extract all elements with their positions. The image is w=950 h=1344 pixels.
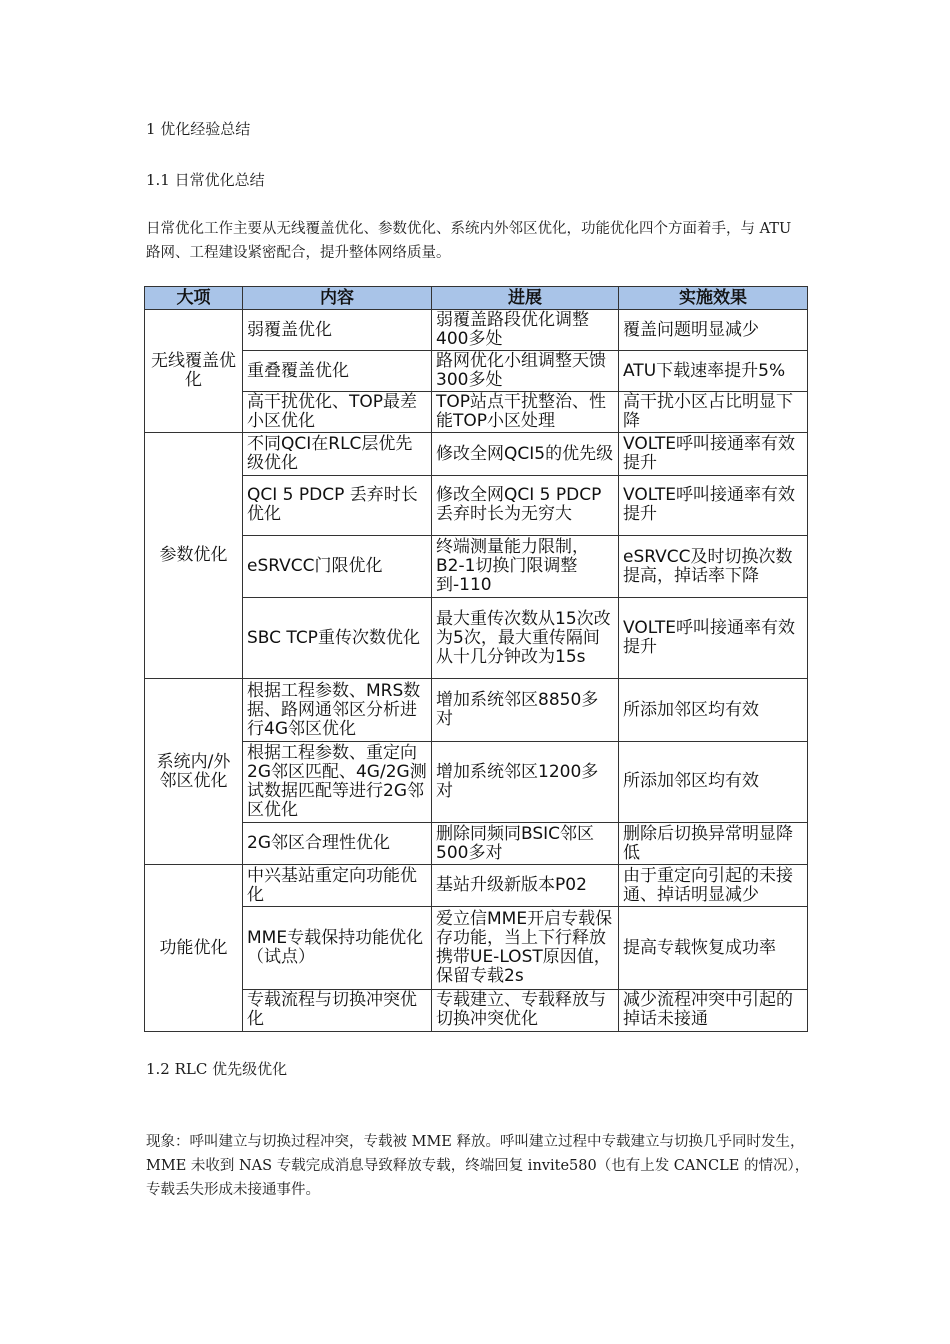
content-cell: 重叠覆盖优化 [243,351,432,392]
content-cell: 高干扰优化、TOP最差小区优化 [243,392,432,433]
header-effect: 实施效果 [619,287,808,310]
effect-cell: 由于重定向引起的未接通、掉话明显减少 [619,865,808,907]
table-row [145,598,808,679]
table-row [145,741,808,822]
effect-cell: eSRVCC及时切换次数提高，掉话率下降 [619,535,808,597]
section-heading-1-2: 1.2 RLC 优先级优化 [146,1060,288,1078]
progress-cell: 增加系统邻区8850多对 [432,679,619,741]
optimization-summary-table [144,286,807,1032]
phenomenon-paragraph: 现象：呼叫建立与切换过程冲突，专载被 MME 释放。呼叫建立过程中专载建立与切换几乎同时发生，MME 未收到 NAS 专载完成消息导致释放专载，终端回复 invite580（也有上发 CANCLE 的情况），专载丢失形成未接通事件。 [146,1134,810,1198]
progress-cell: 最大重传次数从15次改为5次，最大重传隔间从十几分钟改为15s [432,598,619,679]
progress-cell: TOP站点干扰整治、性能TOP小区处理 [432,392,619,433]
table-row [145,823,808,865]
effect-cell: 覆盖问题明显减少 [619,310,808,351]
category-cell: 参数优化 [145,433,243,679]
progress-cell: 弱覆盖路段优化调整400多处 [432,310,619,351]
table-row [145,907,808,989]
effect-cell: 所添加邻区均有效 [619,679,808,741]
table-row [145,475,808,535]
effect-cell: 高干扰小区占比明显下降 [619,392,808,433]
content-cell: MME专载保持功能优化（试点） [243,907,432,989]
effect-cell: ATU下载速率提升5% [619,351,808,392]
table-row [145,989,808,1031]
content-cell: 根据工程参数、MRS数据、路网通邻区分析进行4G邻区优化 [243,679,432,741]
section-heading-1-1: 1.1 日常优化总结 [146,171,265,189]
table-row [145,310,808,351]
header-category: 大项 [145,287,243,310]
effect-cell: VOLTE呼叫接通率有效提升 [619,433,808,475]
table-row [145,433,808,475]
table-row [145,679,808,741]
progress-cell: 爱立信MME开启专载保存功能，当上下行释放携带UE-LOST原因值，保留专载2s [432,907,619,989]
progress-cell: 删除同频同BSIC邻区500多对 [432,823,619,865]
content-cell: QCI 5 PDCP 丢弃时长优化 [243,475,432,535]
effect-cell: 减少流程冲突中引起的掉话未接通 [619,989,808,1031]
progress-cell: 路网优化小组调整天馈300多处 [432,351,619,392]
progress-cell: 专载建立、专载释放与切换冲突优化 [432,989,619,1031]
progress-cell: 基站升级新版本P02 [432,865,619,907]
progress-cell: 增加系统邻区1200多对 [432,741,619,822]
category-cell: 功能优化 [145,865,243,1032]
effect-cell: VOLTE呼叫接通率有效提升 [619,475,808,535]
section-heading-1: 1 优化经验总结 [146,120,251,138]
progress-cell: 修改全网QCI 5 PDCP丢弃时长为无穷大 [432,475,619,535]
content-cell: SBC TCP重传次数优化 [243,598,432,679]
table-row [145,392,808,433]
table-row [145,865,808,907]
summary-table [144,286,808,1032]
header-progress: 进展 [432,287,619,310]
content-cell: 弱覆盖优化 [243,310,432,351]
progress-cell: 修改全网QCI5的优先级 [432,433,619,475]
content-cell: 根据工程参数、重定向2G邻区匹配、4G/2G测试数据匹配等进行2G邻区优化 [243,741,432,822]
effect-cell: 提高专载恢复成功率 [619,907,808,989]
content-cell: eSRVCC门限优化 [243,535,432,597]
content-cell: 2G邻区合理性优化 [243,823,432,865]
table-row [145,535,808,597]
category-cell: 系统内/外邻区优化 [145,679,243,865]
table-row [145,351,808,392]
content-cell: 中兴基站重定向功能优化 [243,865,432,907]
table-header-row [145,287,808,310]
intro-paragraph: 日常优化工作主要从无线覆盖优化、参数优化、系统内外邻区优化，功能优化四个方面着手，与 ATU 路网、工程建设紧密配合，提升整体网络质量。 [146,221,792,261]
content-cell: 专载流程与切换冲突优化 [243,989,432,1031]
category-cell: 无线覆盖优化 [145,310,243,433]
header-content: 内容 [243,287,432,310]
effect-cell: VOLTE呼叫接通率有效提升 [619,598,808,679]
effect-cell: 删除后切换异常明显降低 [619,823,808,865]
content-cell: 不同QCI在RLC层优先级优化 [243,433,432,475]
effect-cell: 所添加邻区均有效 [619,741,808,822]
progress-cell: 终端测量能力限制，B2-1切换门限调整到-110 [432,535,619,597]
